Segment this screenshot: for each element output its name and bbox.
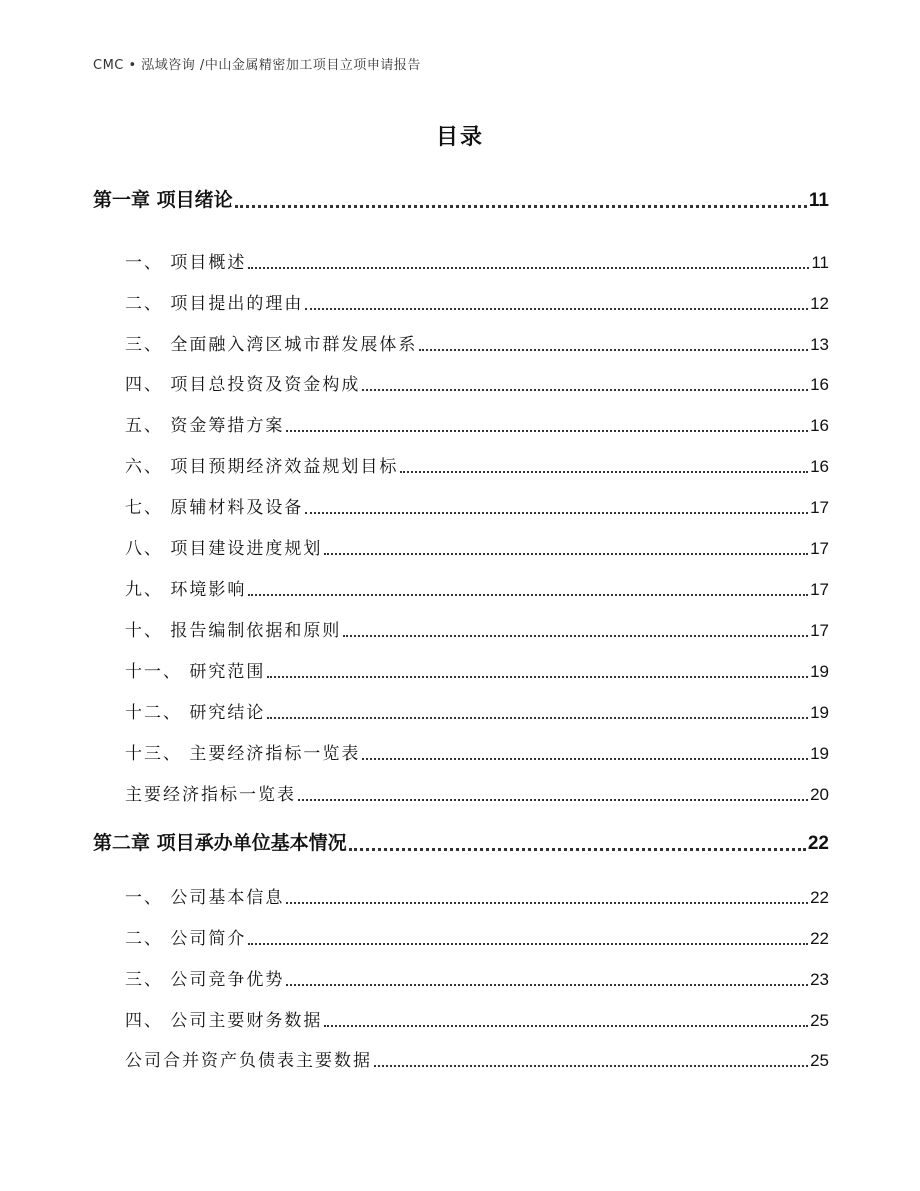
toc-label: 六、 项目预期经济效益规划目标 [125,457,399,477]
toc-page: 20 [810,785,829,804]
toc-entry[interactable] [125,575,829,600]
toc-entry[interactable] [125,1046,829,1071]
toc-page: 16 [810,375,829,394]
toc-title: 目录 [435,125,484,150]
toc-entry[interactable] [125,698,829,723]
toc-leader [298,799,808,801]
toc-label: 公司合并资产负债表主要数据 [125,1051,372,1071]
toc-page: 22 [810,888,829,907]
toc-entry[interactable] [125,411,829,436]
toc-page: 19 [810,703,829,722]
toc-page: 16 [810,416,829,435]
toc-leader [248,943,808,945]
toc-page: 16 [810,457,829,476]
toc-label: 二、 公司简介 [125,929,247,949]
toc-entry[interactable] [125,739,829,764]
toc-leader [305,512,808,514]
toc-leader [267,717,808,719]
toc-page: 11 [808,190,829,211]
toc-label: 四、 项目总投资及资金构成 [125,375,361,395]
toc-entry[interactable] [125,883,829,908]
toc-page: 22 [807,833,829,854]
toc-label: 第二章 项目承办单位基本情况 [93,832,347,854]
toc-leader [362,758,808,760]
toc-entry[interactable] [125,370,829,395]
toc-leader [324,553,808,555]
toc-label: 二、 项目提出的理由 [125,294,304,314]
toc-leader [362,389,808,391]
toc-entry[interactable] [125,924,829,949]
toc-entry[interactable] [125,780,829,805]
toc-entry[interactable] [125,657,829,682]
toc-page: 22 [810,929,829,948]
toc-label: 一、 项目概述 [125,253,247,273]
toc-page: 25 [810,1011,829,1030]
toc-label: 主要经济指标一览表 [125,785,296,805]
toc-entry[interactable] [125,1006,829,1031]
toc-label: 第一章 项目绪论 [93,189,233,211]
toc-entry[interactable] [125,493,829,518]
toc-page: 12 [810,294,829,313]
toc-entry[interactable] [125,330,829,355]
toc-label: 四、 公司主要财务数据 [125,1011,323,1031]
toc-entry[interactable] [125,534,829,559]
toc-page: 17 [810,621,829,640]
toc-label: 十、 报告编制依据和原则 [125,621,342,641]
toc-entry[interactable] [125,965,829,990]
toc-leader [235,205,807,208]
toc-page: 19 [810,744,829,763]
toc-leader [286,984,808,986]
toc-page: 19 [810,662,829,681]
toc-label: 七、 原辅材料及设备 [125,498,304,518]
toc-page: 17 [810,498,829,517]
toc-label: 五、 资金筹措方案 [125,416,285,436]
toc-leader [286,902,808,904]
toc-entry[interactable] [125,452,829,477]
toc-entry[interactable] [125,289,829,314]
toc-leader [305,308,808,310]
toc-leader [286,430,808,432]
toc-leader [400,471,808,473]
running-header: CMC • 泓域咨询 /中山金属精密加工项目立项申请报告 [93,58,421,73]
toc-leader [349,848,806,851]
toc-label: 八、 项目建设进度规划 [125,539,323,559]
toc-label: 十三、 主要经济指标一览表 [125,744,361,764]
toc-leader [343,635,808,637]
toc-leader [248,267,809,269]
toc-label: 九、 环境影响 [125,580,247,600]
toc-chapter-1[interactable] [93,185,829,212]
toc-entry[interactable] [125,248,829,273]
toc-label: 十二、 研究结论 [125,703,266,723]
toc-leader [248,594,808,596]
toc-page: 25 [810,1051,829,1070]
toc-leader [324,1025,808,1027]
toc-label: 三、 公司竞争优势 [125,970,285,990]
toc-leader [419,349,808,351]
toc-leader [267,676,808,678]
toc-page: 17 [810,580,829,599]
toc-label: 十一、 研究范围 [125,662,266,682]
toc-page: 13 [810,335,829,354]
toc-label: 一、 公司基本信息 [125,888,285,908]
toc-page: 23 [810,970,829,989]
toc-entry[interactable] [125,616,829,641]
toc-label: 三、 全面融入湾区城市群发展体系 [125,335,418,355]
toc-chapter-2[interactable] [93,828,829,855]
toc-page: 17 [810,539,829,558]
toc-page: 11 [811,253,829,272]
toc-leader [374,1065,808,1067]
